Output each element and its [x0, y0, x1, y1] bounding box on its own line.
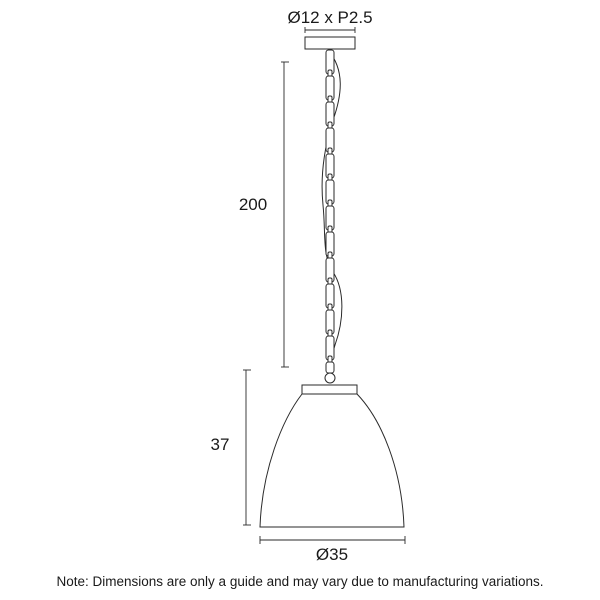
shade-hook — [325, 373, 335, 383]
chain-link — [326, 362, 334, 373]
chain — [326, 50, 334, 373]
shade-cap — [302, 385, 357, 394]
shade-diameter-dimension — [260, 536, 405, 544]
shade-height-dimension — [243, 370, 251, 525]
shade-diameter-label: Ø35 — [315, 545, 349, 564]
ceiling-rose-label: Ø12 x P2.5 — [287, 8, 373, 27]
ceiling-rose — [305, 37, 355, 49]
shade-height-label: 37 — [210, 435, 230, 454]
pendant-shade — [260, 394, 404, 527]
drop-length-dimension — [281, 62, 289, 367]
drop-length-label: 200 — [238, 195, 268, 214]
dimension-note: Note: Dimensions are only a guide and may vary due to manufacturing variations. — [56, 574, 544, 589]
ceiling-rose-dimension — [305, 27, 355, 33]
